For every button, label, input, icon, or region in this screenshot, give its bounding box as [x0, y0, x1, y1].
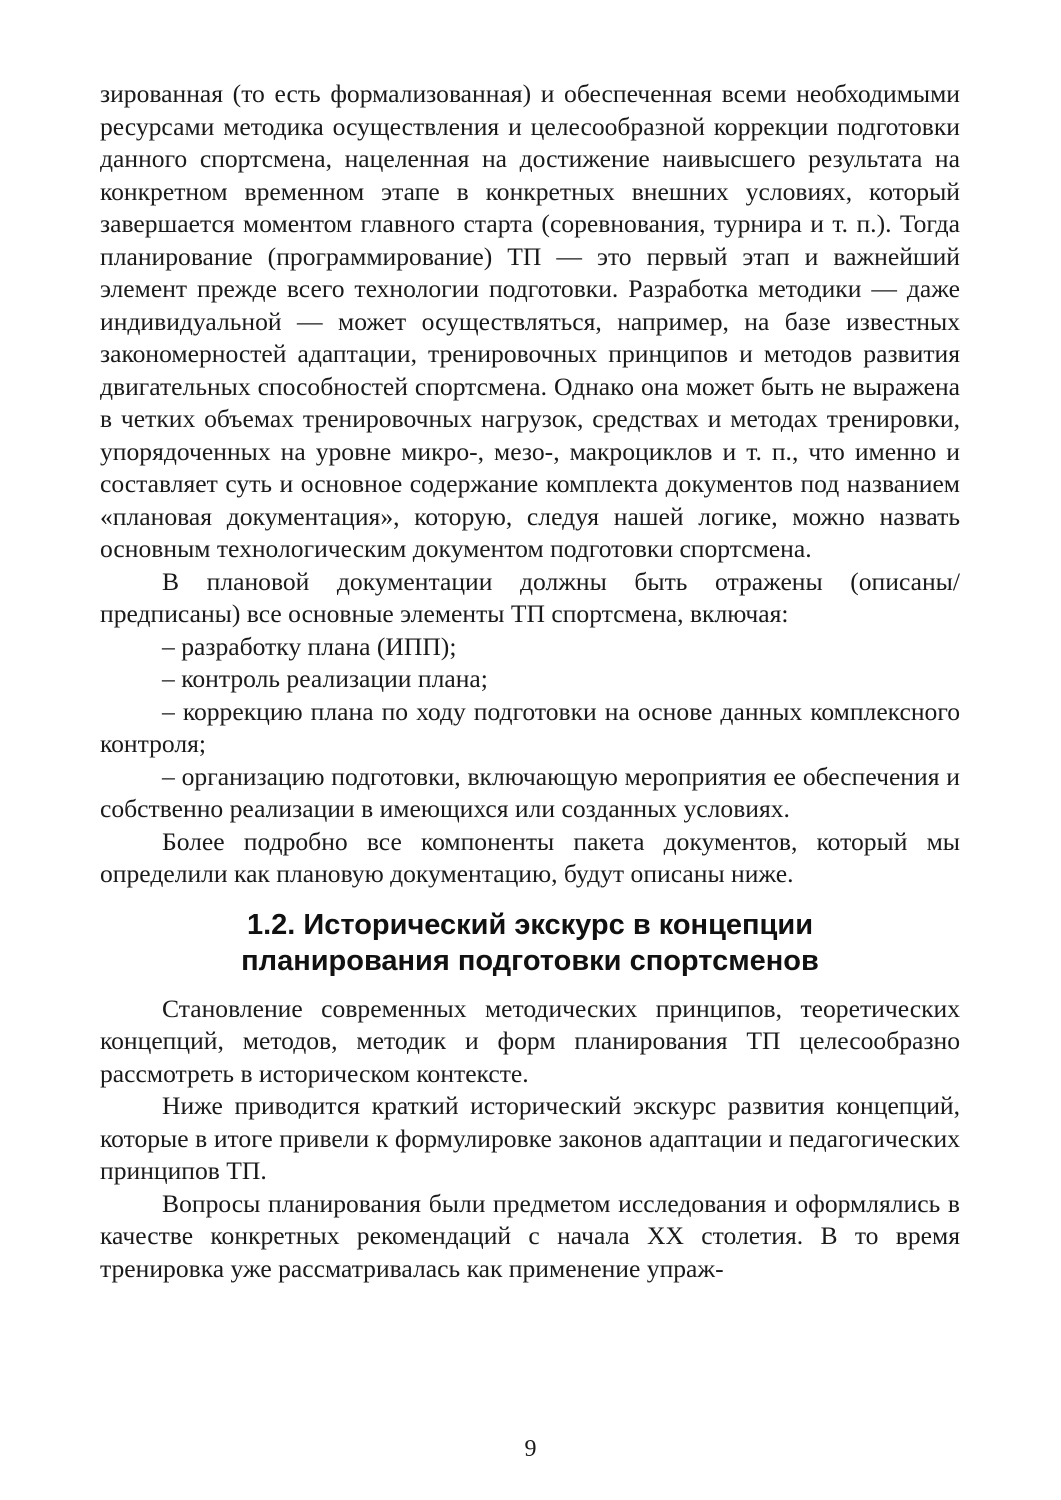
paragraph-historical-excursus: Ниже приводится краткий исторический экскурс развития концепций, которые в итоге привели к формулировке законов адаптации и педагогических принципов ТП.	[100, 1091, 960, 1185]
section-heading-line-2: планирования подготовки спортсменов	[241, 944, 819, 977]
section-heading	[100, 907, 960, 979]
section-heading-line-1: 1.2. Исторический экскурс в концепции	[246, 908, 814, 941]
list-item-plan-development: – разработку плана (ИПП);	[162, 631, 457, 661]
list-item-plan-correction: – коррекцию плана по ходу подготовки на основе данных комплексного контроля;	[100, 696, 960, 758]
paragraph-planning-questions: Вопросы планирования были предметом исследования и оформлялись в качестве конкретных рекомендаций с начала XX столетия. В то время тренировка уже рассматривалась как применение упраж-	[100, 1188, 960, 1283]
list-item-plan-control: – контроль реализации плана;	[162, 664, 488, 693]
paragraph-planning-docs: В плановой документации должны быть отражены (описаны/предписаны) все основные элементы ТП спортсмена, включая:	[100, 566, 960, 628]
list-item-organization: – организацию подготовки, включающую мероприятия ее обеспечения и собственно реализации в имеющихся или созданных условиях.	[100, 761, 960, 823]
document-page	[100, 78, 960, 1285]
paragraph-historical-context: Становление современных методических принципов, теоретических концепций, методов, методик и форм планирования ТП целесообразно рассмотреть в историческом контексте.	[100, 993, 960, 1088]
page-number: 9	[524, 1436, 537, 1462]
paragraph-summary: Более подробно все компоненты пакета документов, который мы определили как плановую документацию, будут описаны ниже.	[100, 826, 960, 888]
paragraph-continuation: зированная (то есть формализованная) и обеспеченная всеми необходимыми ресурсами методика осуществления и целесообразной коррекции подготовки данного спортсмена, нацеленная на достижение наивысшего результата на конкретном временном этапе в конкретных внешних условиях, который завершается моментом главного старта (соревнования, турнира и т. п.). Тогда планирование (программирование) ТП — это первый этап и важнейший элемент прежде всего технологии подготовки. Разработка методики — даже индивидуальной — может осуществляться, например, на базе известных закономерностей адаптации, тренировочных принципов и методов развития двигательных способностей спортсмена. Однако она может быть не выражена в четких объемах тренировочных нагрузок, средствах и методах тренировки, упорядоченных на уровне микро-, мезо-, макроциклов и т. п., что именно и составляет суть и основное содержание комплекта документов под названием «плановая документация», которую, следуя нашей логике, можно назвать основным технологическим документом подготовки спортсмена.	[100, 79, 960, 563]
